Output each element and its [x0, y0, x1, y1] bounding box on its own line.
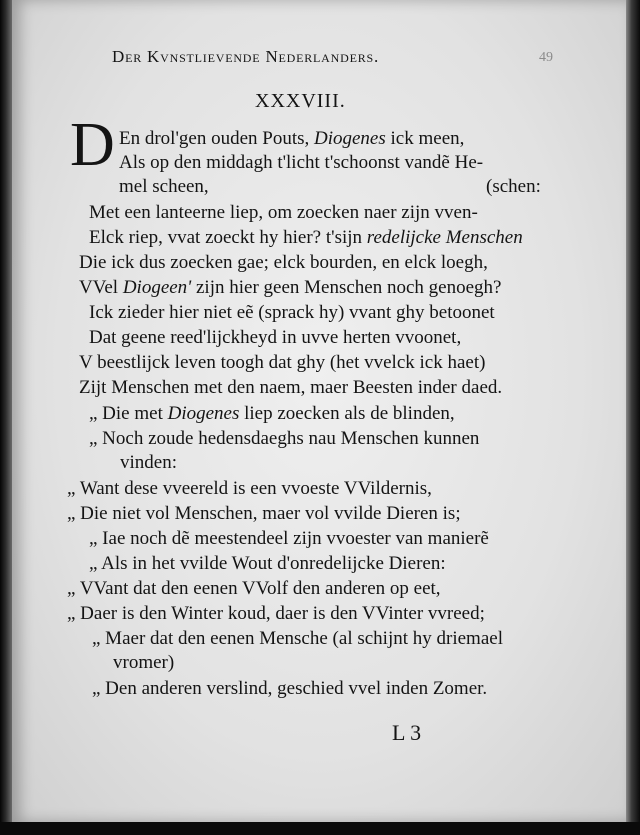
poem-number: XXXVIII.	[255, 90, 346, 112]
poem-line: „ Daer is den Winter koud, daer is den VVinter vvreed;	[67, 603, 485, 624]
poem-line-turnover: (schen:	[486, 176, 541, 197]
poem-line-turnover: vinden:	[120, 452, 177, 473]
poem-line: Dat geene reed'lijckheyd in uvve herten vvoonet,	[89, 327, 462, 348]
book-gutter-left	[0, 0, 12, 835]
poem-line: V beestlijck leven toogh dat ghy (het vvelck ick haet)	[79, 352, 486, 373]
poem-line: „ Iae noch dẽ meestendeel zijn vvoester van manierẽ	[89, 528, 489, 549]
drop-cap: D	[70, 111, 115, 179]
signature-mark: L 3	[392, 720, 422, 745]
poem-line: Die ick dus zoecken gae; elck bourden, en elck loegh,	[79, 252, 488, 273]
poem-line: VVel Diogeen' zijn hier geen Menschen noch genoegh?	[79, 277, 502, 298]
folio-mark: 49	[539, 50, 553, 65]
page-edge-bottom	[0, 822, 640, 835]
poem-line: „ Noch zoude hedensdaeghs nau Menschen kunnen	[89, 428, 480, 449]
poem-line: Met een lanteerne liep, om zoecken naer zijn vven-	[89, 202, 478, 223]
poem-line: „ Als in het vvilde Wout d'onredelijcke Dieren:	[89, 553, 446, 574]
poem-line: „ Want dese vveereld is een vvoeste VVildernis,	[67, 478, 432, 499]
poem-line: „ VVant dat den eenen VVolf den anderen op eet,	[67, 578, 441, 599]
poem-line: „ Den anderen verslind, geschied vvel inden Zomer.	[92, 678, 488, 699]
poem-line: Als op den middagh t'licht t'schoonst vandẽ He-	[119, 152, 484, 173]
poem-line: mel scheen,	[119, 176, 209, 197]
running-head: Der Kvnstlievende Nederlanders.	[112, 47, 380, 66]
poem-line: Ick zieder hier niet eẽ (sprack hy) vvant ghy betoonet	[89, 302, 495, 323]
poem-line-turnover: vromer)	[113, 652, 175, 673]
page-edge-right	[626, 0, 640, 835]
poem-line: „ Maer dat den eenen Mensche (al schijnt hy driemael	[92, 628, 503, 649]
poem-line: Zijt Menschen met den naem, maer Beesten inder daed.	[79, 377, 503, 398]
poem-line: En drol'gen ouden Pouts, Diogenes ick meen,	[119, 128, 465, 149]
book-page	[12, 0, 626, 822]
poem-line: Elck riep, vvat zoeckt hy hier? t'sijn redelijcke Menschen	[89, 227, 523, 248]
poem-line: „ Die niet vol Menschen, maer vol vvilde Dieren is;	[67, 503, 461, 524]
poem-line: „ Die met Diogenes liep zoecken als de blinden,	[89, 403, 455, 424]
